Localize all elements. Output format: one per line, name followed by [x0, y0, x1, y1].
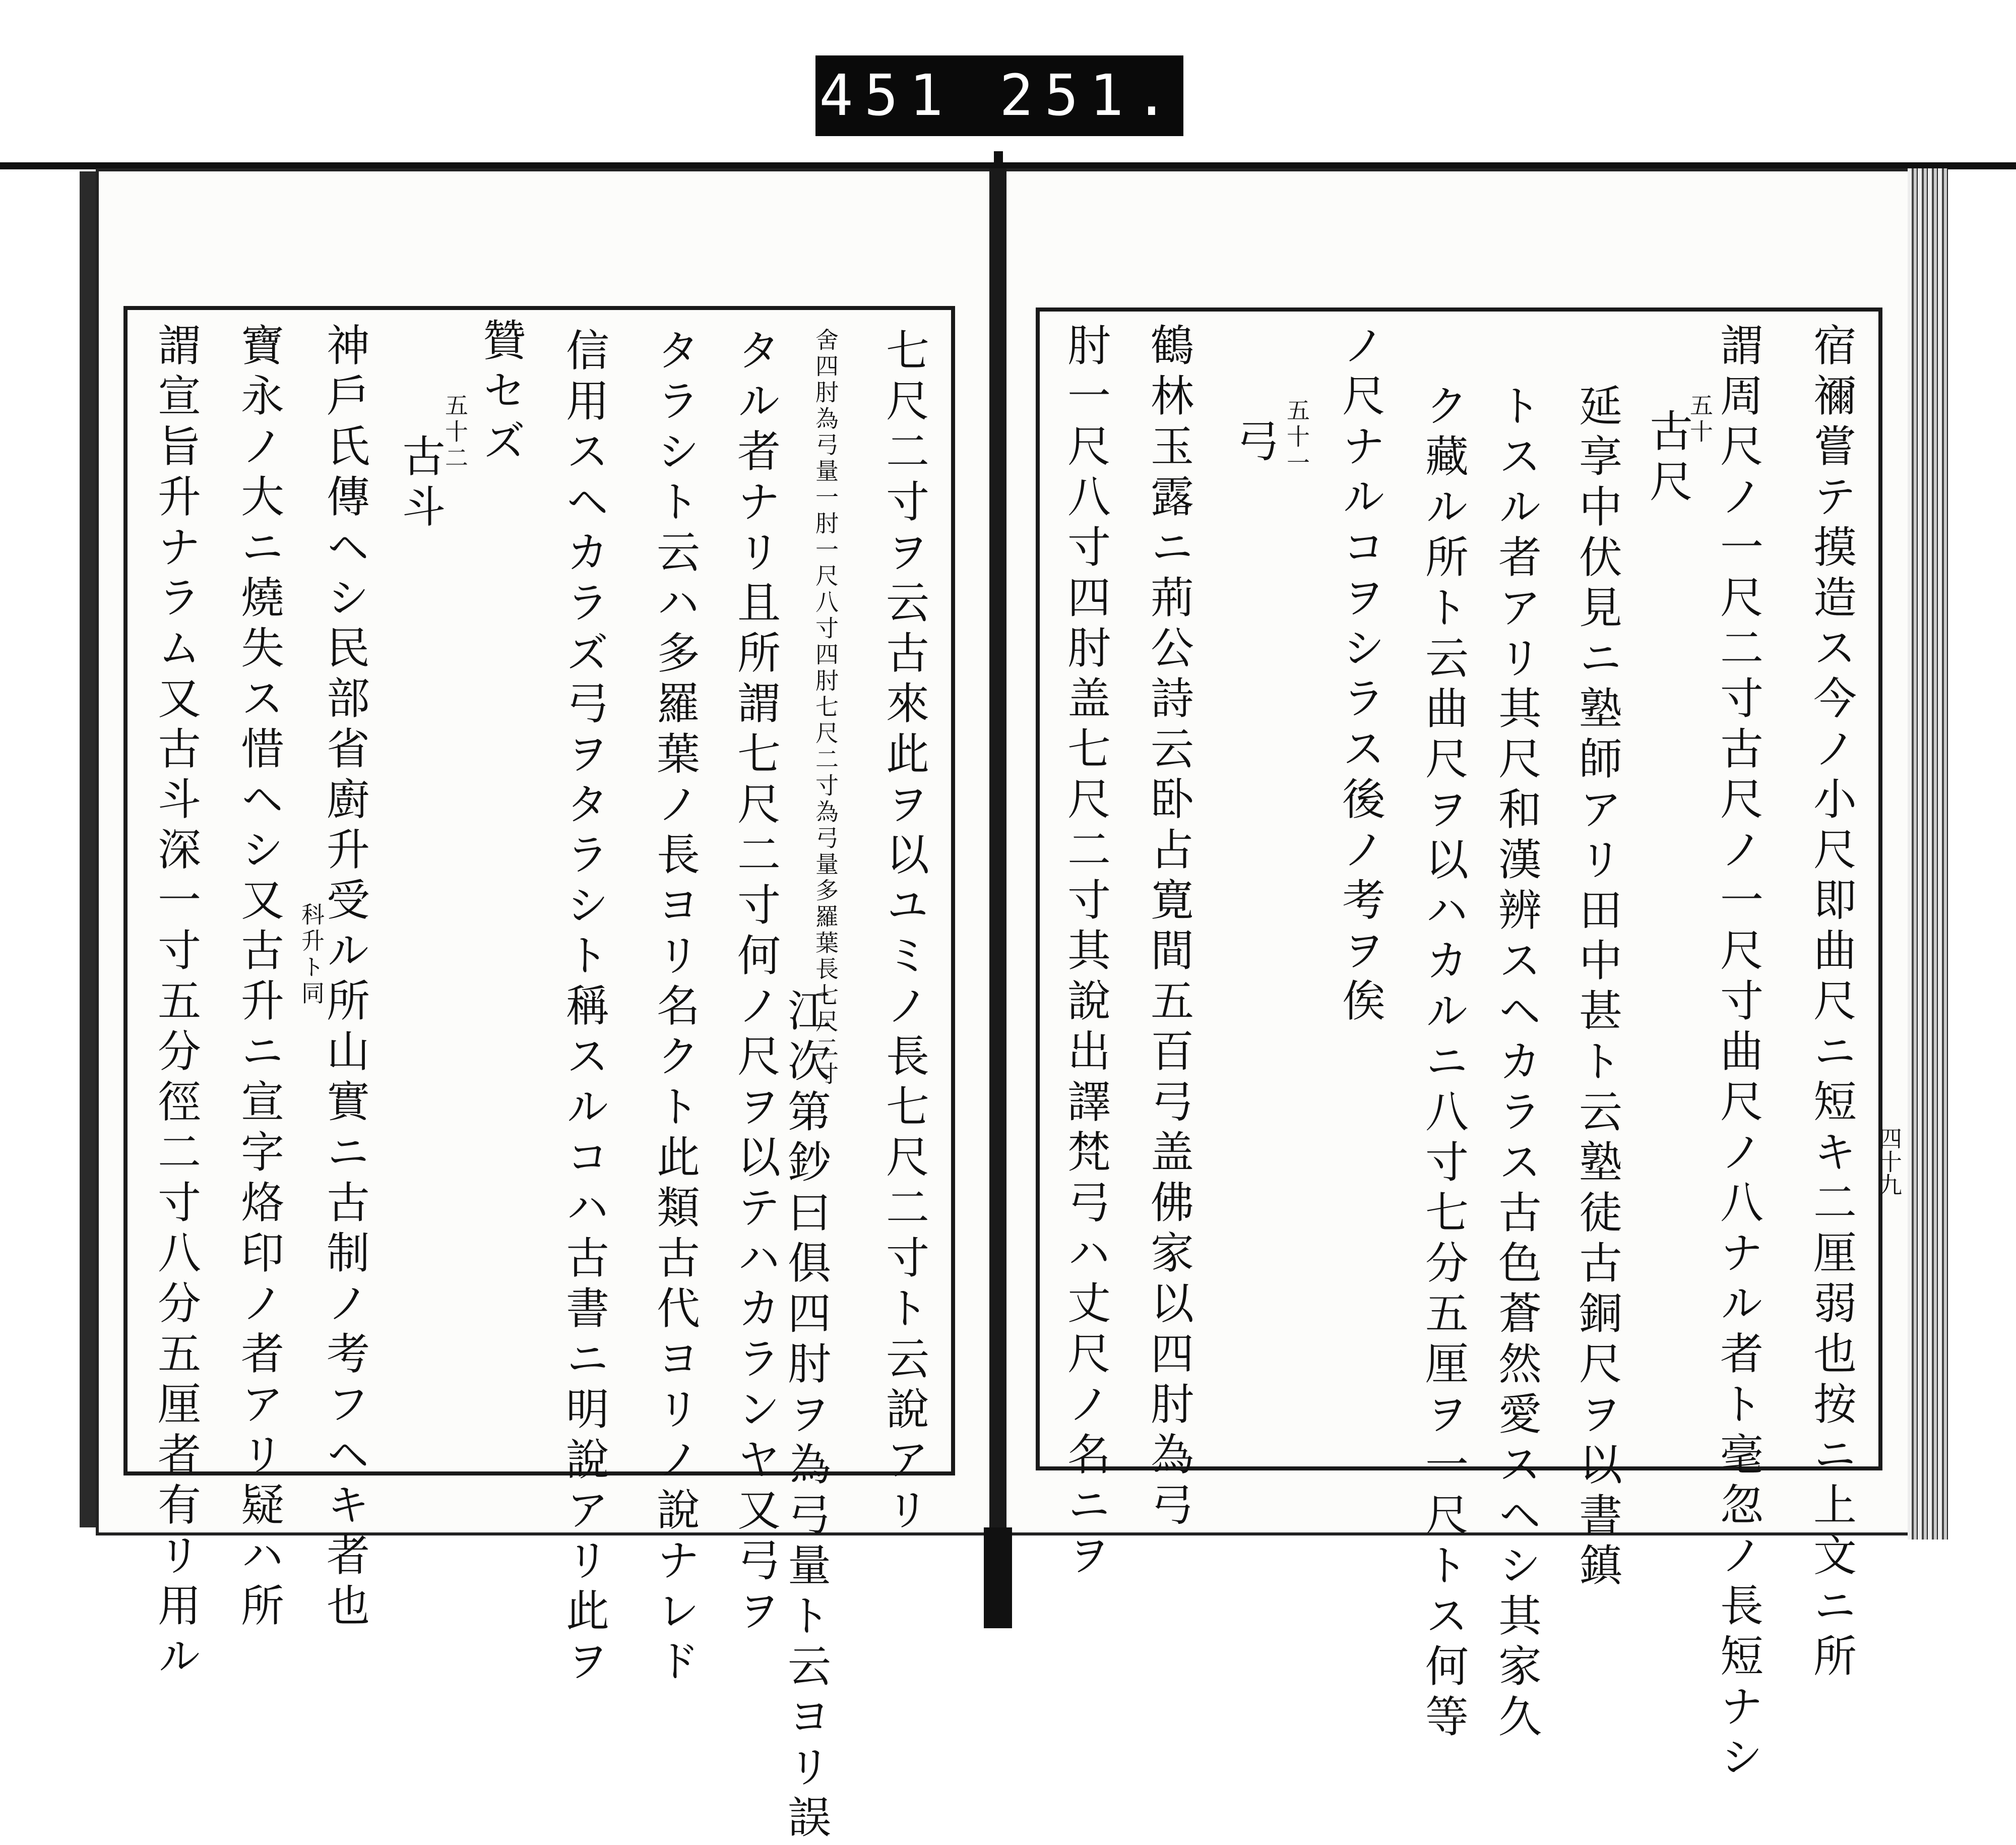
book-spine	[989, 168, 1006, 1550]
left-column-8: 寶永ノ大ニ燒失ス惜ヘシ又古升ニ宣字烙印ノ者アリ疑ハ所	[233, 323, 284, 1633]
left-column-4: 信用スヘカラズ弓ヲタラシト稱スルコハ古書ニ明說アリ此ヲ	[558, 328, 609, 1689]
spine-foot	[984, 1527, 1012, 1628]
right-column-1: 宿禰嘗テ摸造ス今ノ小尺即曲尺ニ短キ二厘弱也按ニ上文ニ所	[1806, 323, 1856, 1684]
left-note-column: 舍四肘為弓量一肘一尺八寸四肘七尺二寸為弓量多羅葉長七尺二寸	[812, 328, 839, 1088]
section-number-51: 五十一	[1283, 398, 1310, 477]
left-note-tail: 江次第鈔曰俱四肘ヲ為弓量ト云ヨリ誤	[780, 988, 831, 1845]
left-column-7: 神戶氏傳ヘシ民部省廚升受ル所山實ニ古制ノ考フヘキ者也	[319, 323, 369, 1633]
left-column-1: 七尺二寸ヲ云古來此ヲ以ユミノ長七尺二寸ト云說アリ	[878, 328, 929, 1537]
right-column-5: トスル者アリ其尺和漢辨スヘカラス古色蒼然愛スヘシ其家久	[1491, 383, 1541, 1744]
archive-number-text: 451 251.	[819, 63, 1180, 129]
left-column-5: 贊セズ	[475, 318, 526, 469]
heading-old-shaku: 古尺	[1642, 408, 1692, 509]
heading-old-measure: 古斗	[395, 434, 445, 534]
left-book-edge	[80, 171, 97, 1527]
right-column-2: 謂周尺ノ一尺二寸古尺ノ一尺寸曲尺ノ八ナル者ト毫忽ノ長短ナシ	[1713, 323, 1763, 1785]
section-number-52: 五十二	[442, 393, 469, 472]
right-column-9: 鶴林玉露ニ荊公詩云卧占寛間五百弓盖佛家以四肘為弓	[1143, 323, 1193, 1532]
left-column-2: タル者ナリ且所謂七尺二寸何ノ尺ヲ以テハカランヤ又弓ヲ	[730, 328, 780, 1638]
heading-bow: 弓	[1229, 418, 1279, 469]
right-column-10: 肘一尺八寸四肘盖七尺二寸其說出譯梵弓ハ丈尺ノ名ニヲ	[1060, 323, 1110, 1583]
right-column-6: ク藏ル所ト云曲尺ヲ以ハカルニ八寸七分五厘ヲ一尺トス何等	[1418, 383, 1468, 1744]
right-column-4: 延享中伏見ニ塾師アリ田中甚ト云塾徒古銅尺ヲ以書鎮	[1571, 383, 1622, 1593]
right-column-7: ノ尺ナルコヲシラス後ノ考ヲ俟	[1335, 323, 1385, 1028]
left-column-3: タラシト云ハ多羅葉ノ長ヨリ名クト此類古代ヨリノ說ナレド	[649, 328, 700, 1689]
margin-page-number: 四十九	[1875, 1127, 1903, 1196]
section-number-50: 五十	[1686, 393, 1714, 446]
inline-note-kamasu: 科升ト同	[298, 902, 325, 1007]
archive-number-label	[815, 55, 1183, 136]
left-column-9: 謂宣旨升ナラム又古斗深一寸五分徑二寸八分五厘者有リ用ル	[150, 323, 201, 1684]
right-book-edge	[1908, 168, 1948, 1540]
